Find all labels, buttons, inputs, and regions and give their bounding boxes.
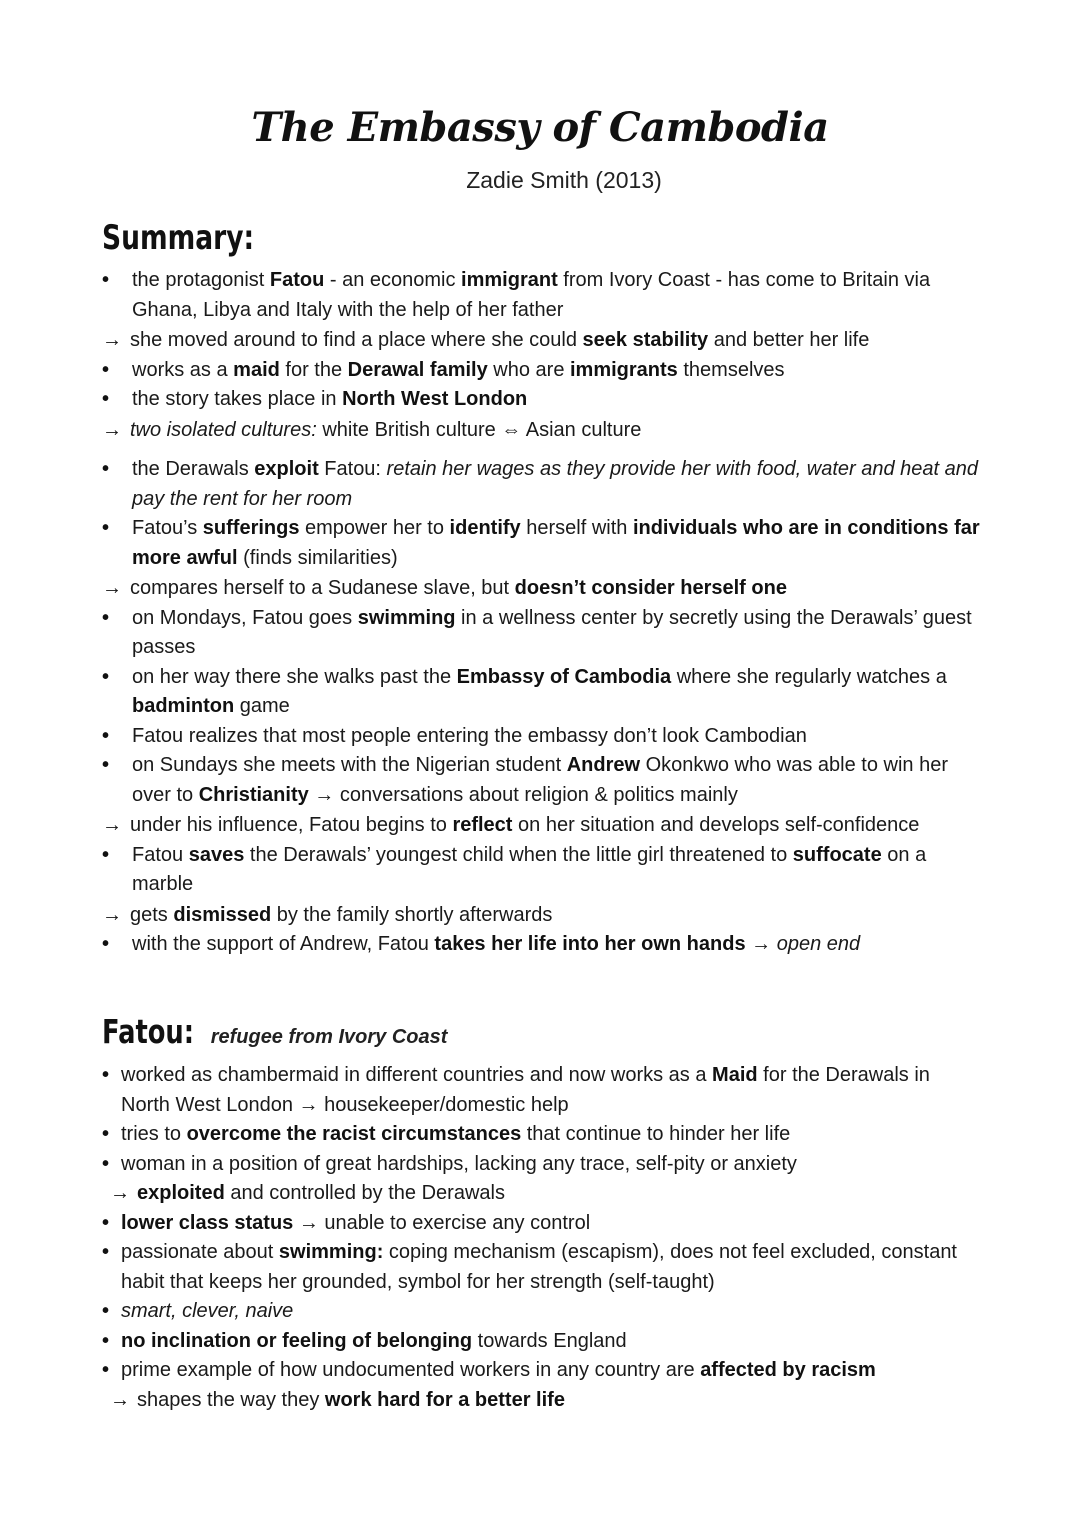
item-text: the story takes place in North West London xyxy=(132,388,528,410)
item-text: prime example of how undocumented workers in any country are affected by racism xyxy=(121,1359,876,1381)
summary-bullet-item xyxy=(102,356,982,386)
bullet-icon: • xyxy=(102,606,110,629)
bullet-icon: • xyxy=(102,1152,110,1175)
item-text: lower class status → unable to exercise any control xyxy=(121,1211,591,1234)
item-text: on Mondays, Fatou goes swimming in a wellness center by secretly using the Derawals’ guest passes xyxy=(132,606,972,658)
bullet-icon: • xyxy=(102,754,110,776)
arrow-right-icon: → xyxy=(102,329,122,351)
bullet-icon: • xyxy=(102,1359,110,1381)
item-text: compares herself to a Sudanese slave, but doesn’t consider herself one xyxy=(130,577,787,599)
item-text: tries to overcome the racist circumstances that continue to hinder her life xyxy=(121,1123,791,1145)
bullet-icon: • xyxy=(102,724,110,747)
item-text: the Derawals exploit Fatou: retain her wages as they provide her with food, water and heat and pay the rent for her room xyxy=(132,458,979,510)
item-text: woman in a position of great hardships, lacking any trace, self-pity or anxiety xyxy=(121,1152,797,1175)
bullet-icon: • xyxy=(102,269,110,291)
item-text: no inclination or feeling of belonging towards England xyxy=(121,1329,627,1352)
fatou-bullet-item xyxy=(102,1327,982,1357)
bullet-icon: • xyxy=(102,517,110,539)
summary-list xyxy=(102,266,982,960)
arrow-right-icon: → xyxy=(102,577,122,599)
item-text: Fatou realizes that most people entering the embassy don’t look Cambodian xyxy=(132,724,807,747)
item-text: two isolated cultures: white British culture ⇔ Asian culture xyxy=(130,418,642,441)
item-text: shapes the way they work hard for a better life xyxy=(137,1388,565,1411)
page-title: The Embassy of Cambodia xyxy=(251,104,829,151)
fatou-bullet-item xyxy=(102,1150,982,1180)
item-text: she moved around to find a place where she could seek stability and better her life xyxy=(130,329,870,351)
fatou-arrow-item xyxy=(102,1386,982,1416)
item-text: passionate about swimming: coping mechanism (escapism), does not feel excluded, constant habit that keeps her grounded, symbol for her strength (self-taught) xyxy=(121,1241,957,1293)
bullet-icon: • xyxy=(102,665,110,688)
summary-arrow-item xyxy=(102,416,982,446)
arrow-right-icon: → xyxy=(110,1388,130,1411)
bullet-icon: • xyxy=(102,843,110,866)
fatou-bullet-item xyxy=(102,1238,982,1297)
summary-bullet-item xyxy=(102,604,982,663)
fatou-bullet-item xyxy=(102,1297,982,1327)
section-gap xyxy=(102,445,982,455)
bullet-icon: • xyxy=(102,933,110,955)
arrow-right-icon: → xyxy=(102,814,122,836)
bullet-icon: • xyxy=(102,388,110,410)
fatou-bullet-item xyxy=(102,1061,982,1120)
fatou-heading: Fatou: xyxy=(102,1012,195,1051)
summary-bullet-item xyxy=(102,514,982,573)
summary-arrow-item xyxy=(102,574,982,604)
fatou-section-heading xyxy=(102,1012,463,1051)
fatou-list xyxy=(102,1061,982,1415)
item-text: the protagonist Fatou - an economic immigrant from Ivory Coast - has come to Britain via Ghana, Libya and Italy with the help of her father xyxy=(132,269,931,321)
fatou-bullet-item xyxy=(102,1209,982,1239)
bullet-icon: • xyxy=(102,458,110,480)
arrow-right-icon: → xyxy=(102,903,122,926)
bullet-icon: • xyxy=(102,1329,110,1352)
fatou-bullet-item xyxy=(102,1356,982,1386)
summary-bullet-item xyxy=(102,722,982,752)
bullet-icon: • xyxy=(102,1064,110,1086)
summary-arrow-item xyxy=(102,901,982,931)
item-text: on Sundays she meets with the Nigerian student Andrew Okonkwo who was able to win her over to Christianity → conversations about religion & politics mainly xyxy=(132,754,948,806)
arrow-right-icon: → xyxy=(102,418,122,441)
bullet-icon: • xyxy=(102,1241,110,1263)
item-text: on her way there she walks past the Embassy of Cambodia where she regularly watches a badminton game xyxy=(132,665,947,717)
bullet-icon: • xyxy=(102,1300,110,1322)
summary-bullet-item xyxy=(102,930,982,960)
item-text: gets dismissed by the family shortly afterwards xyxy=(130,903,553,926)
item-text: Fatou’s sufferings empower her to identify herself with individuals who are in conditions far more awful (finds similarities) xyxy=(132,517,980,569)
item-text: under his influence, Fatou begins to reflect on her situation and develops self-confidence xyxy=(130,814,920,836)
item-text: works as a maid for the Derawal family who are immigrants themselves xyxy=(132,358,785,381)
author-year: Zadie Smith (2013) xyxy=(466,167,662,193)
arrow-right-icon: → xyxy=(110,1182,130,1204)
item-text: worked as chambermaid in different countries and now works as a Maid for the Derawals in North West London → housekeeper/domestic help xyxy=(121,1064,930,1116)
summary-bullet-item xyxy=(102,751,982,810)
item-text: with the support of Andrew, Fatou takes her life into her own hands → open end xyxy=(132,933,861,955)
fatou-arrow-item xyxy=(102,1179,982,1209)
summary-arrow-item xyxy=(102,326,982,356)
summary-bullet-item xyxy=(102,663,982,722)
summary-bullet-item xyxy=(102,266,982,325)
fatou-subheading: refugee from Ivory Coast xyxy=(210,1026,448,1048)
fatou-bullet-item xyxy=(102,1120,982,1150)
bullet-icon: • xyxy=(102,1123,110,1145)
summary-arrow-item xyxy=(102,811,982,841)
bullet-icon: • xyxy=(102,358,110,381)
item-text: smart, clever, naive xyxy=(121,1300,294,1322)
summary-bullet-item xyxy=(102,841,982,900)
summary-bullet-item xyxy=(102,385,982,415)
bullet-icon: • xyxy=(102,1211,110,1234)
summary-heading: Summary: xyxy=(102,218,255,258)
summary-bullet-item xyxy=(102,455,982,514)
item-text: exploited and controlled by the Derawals xyxy=(137,1182,505,1204)
item-text: Fatou saves the Derawals’ youngest child when the little girl threatened to suffocate on a marble xyxy=(132,843,927,895)
